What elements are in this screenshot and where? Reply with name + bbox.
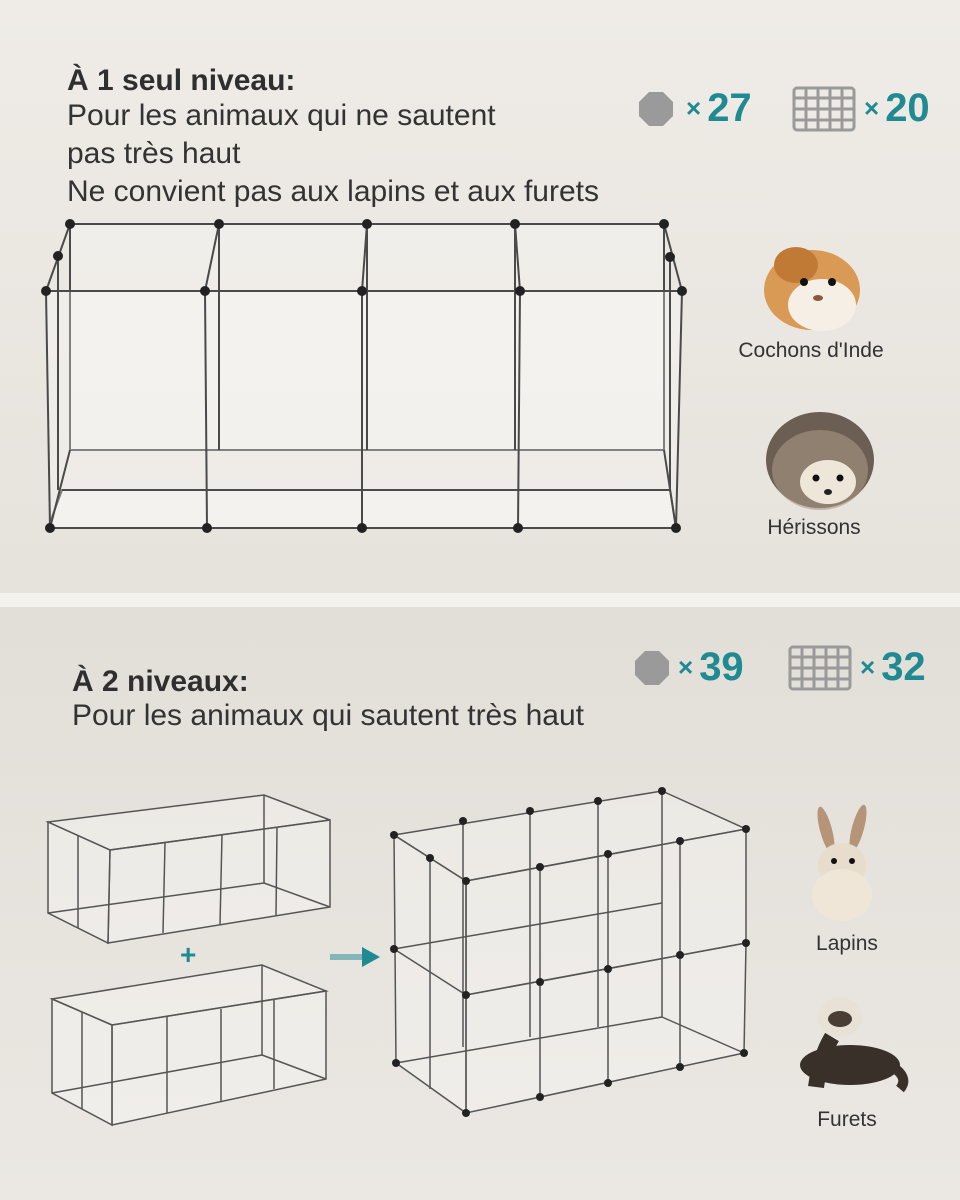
hedgehog-image [766, 412, 874, 510]
arrow-right-icon [330, 947, 380, 967]
single-level-section [0, 0, 960, 593]
animal-label-ferrets: Furets [817, 1108, 877, 1131]
double-level-heading: À 2 niveaux: [72, 665, 249, 698]
ferret-image [800, 997, 903, 1089]
single-level-connector-count: × 27 [686, 86, 752, 130]
plus-sign: + [180, 939, 197, 970]
section-divider [0, 593, 960, 607]
double-level-connector-count: × 39 [678, 645, 744, 689]
single-level-cage [46, 224, 682, 528]
animal-label-guinea-pigs: Cochons d'Inde [738, 339, 884, 362]
double-level-line-1: Pour les animaux qui sautent très haut [72, 699, 584, 732]
single-level-line-1: Pour les animaux qui ne sautent [67, 99, 496, 132]
single-level-heading: À 1 seul niveau: [67, 64, 296, 97]
grid-panel-icon [790, 647, 850, 689]
double-level-section [0, 607, 960, 1200]
octagon-connector-icon [639, 92, 673, 126]
single-level-line-3: Ne convient pas aux lapins et aux furets [67, 175, 599, 208]
grid-panel-icon [794, 88, 854, 130]
small-cage-top [48, 795, 330, 943]
single-level-panel-count: × 20 [864, 86, 930, 130]
small-cage-bottom [52, 965, 326, 1125]
single-level-illustration [0, 0, 960, 593]
animal-label-rabbits: Lapins [816, 932, 878, 955]
animal-label-hedgehogs: Hérissons [767, 516, 861, 539]
single-level-line-2: pas très haut [67, 137, 241, 170]
double-level-cage [394, 791, 746, 1113]
double-level-panel-count: × 32 [860, 645, 926, 689]
rabbit-image [812, 803, 872, 921]
octagon-connector-icon [635, 651, 669, 685]
guinea-pig-image [764, 247, 860, 331]
